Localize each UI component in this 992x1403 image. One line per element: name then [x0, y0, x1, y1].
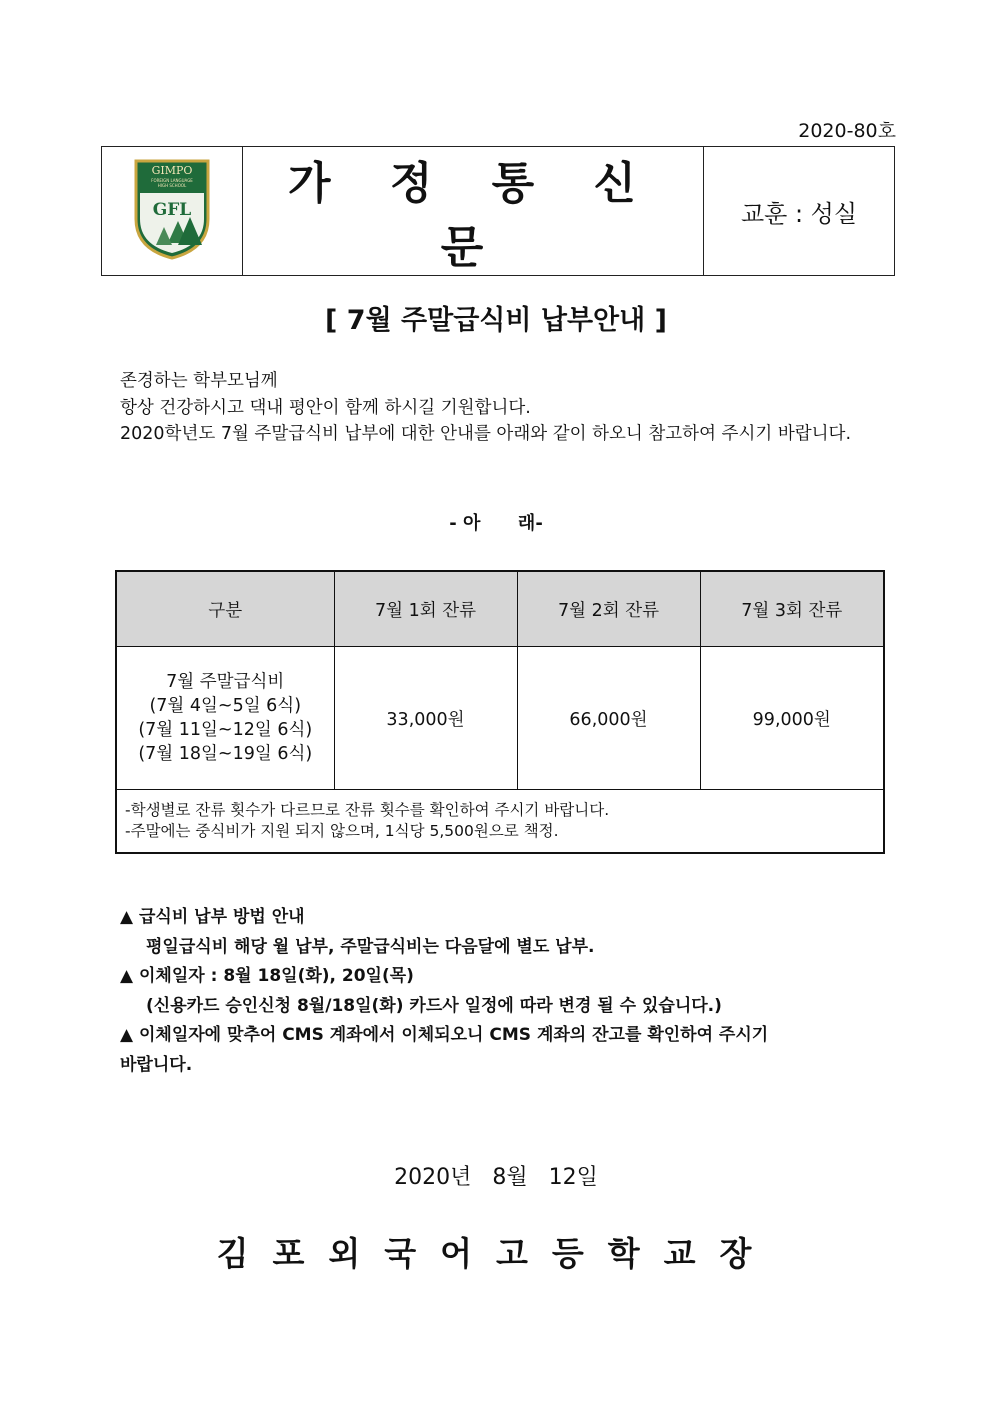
logo-sub-text-1: FOREIGN LANGUAGE — [151, 178, 193, 183]
amount-cell: 66,000원 — [517, 647, 700, 790]
row-label-line: (7월 18일~19일 6식) — [138, 744, 313, 764]
document-number: 2020-80호 — [798, 120, 896, 142]
greeting-paragraph — [120, 368, 882, 448]
greeting-line: 항상 건강하시고 댁내 평안이 함께 하시길 기원합니다. — [120, 397, 531, 418]
logo-top-text: GIMPO — [151, 164, 193, 177]
column-header: 7월 1회 잔류 — [334, 571, 517, 647]
column-header: 7월 3회 잔류 — [700, 571, 884, 647]
row-label-line: (7월 11일~12일 6식) — [138, 720, 313, 740]
school-motto: 교훈 : 성실 — [704, 147, 895, 276]
issue-date: 2020년 8월 12일 — [394, 1165, 598, 1190]
instruction-detail: 바랍니다. — [120, 1054, 193, 1075]
instruction-title: ▲ 이체일자 : 8월 18일(화), 20일(목) — [120, 966, 414, 986]
instruction-detail: (신용카드 승인신청 8월/18일(화) 카드사 일정에 따라 변경 될 수 있습니다.) — [146, 995, 722, 1016]
school-crest-icon — [132, 157, 212, 261]
table-notes-row — [116, 790, 884, 854]
notes-cell — [116, 790, 884, 854]
instruction-title: ▲ 급식비 납부 방법 안내 — [120, 907, 305, 927]
instruction-title: ▲ 이체일자에 맞추어 CMS 계좌에서 이체되오니 CMS 계좌의 잔고를 확인하여 주시기 — [120, 1025, 769, 1045]
column-header: 구분 — [116, 571, 334, 647]
principal-signature: 김포외국어고등학교장 — [216, 1234, 776, 1273]
logo-sub-text-2: HIGH SCHOOL — [157, 183, 187, 188]
note-line: -주말에는 중식비가 지원 되지 않으며, 1식당 5,500원으로 책정. — [125, 822, 559, 840]
note-line: -학생별로 잔류 횟수가 다르므로 잔류 횟수를 확인하여 주시기 바랍니다. — [125, 801, 610, 819]
payment-instructions — [120, 903, 880, 1080]
row-label-line: 7월 주말급식비 — [166, 672, 285, 692]
row-label-cell — [116, 647, 334, 790]
table-row — [116, 647, 884, 790]
amount-cell: 33,000원 — [334, 647, 517, 790]
instruction-detail: 평일급식비 해당 월 납부, 주말급식비는 다음달에 별도 납부. — [146, 936, 595, 957]
notice-heading: - 아 래- — [449, 513, 543, 534]
greeting-line: 존경하는 학부모님께 — [120, 371, 278, 391]
school-logo-cell — [102, 147, 243, 276]
logo-initials: GFL — [152, 200, 192, 220]
greeting-line: 2020학년도 7월 주말급식비 납부에 대한 안내를 아래와 같이 하오니 참고하여 주시기 바랍니다. — [120, 424, 852, 444]
notice-subject: [ 7월 주말급식비 납부안내 ] — [325, 305, 667, 336]
fee-table — [115, 570, 885, 854]
row-label-line: (7월 4일~5일 6식) — [149, 696, 302, 716]
column-header: 7월 2회 잔류 — [517, 571, 700, 647]
letterhead — [101, 146, 895, 276]
notice-title: 가 정 통 신 문 — [243, 147, 704, 276]
amount-cell: 99,000원 — [700, 647, 884, 790]
table-header-row — [116, 571, 884, 647]
